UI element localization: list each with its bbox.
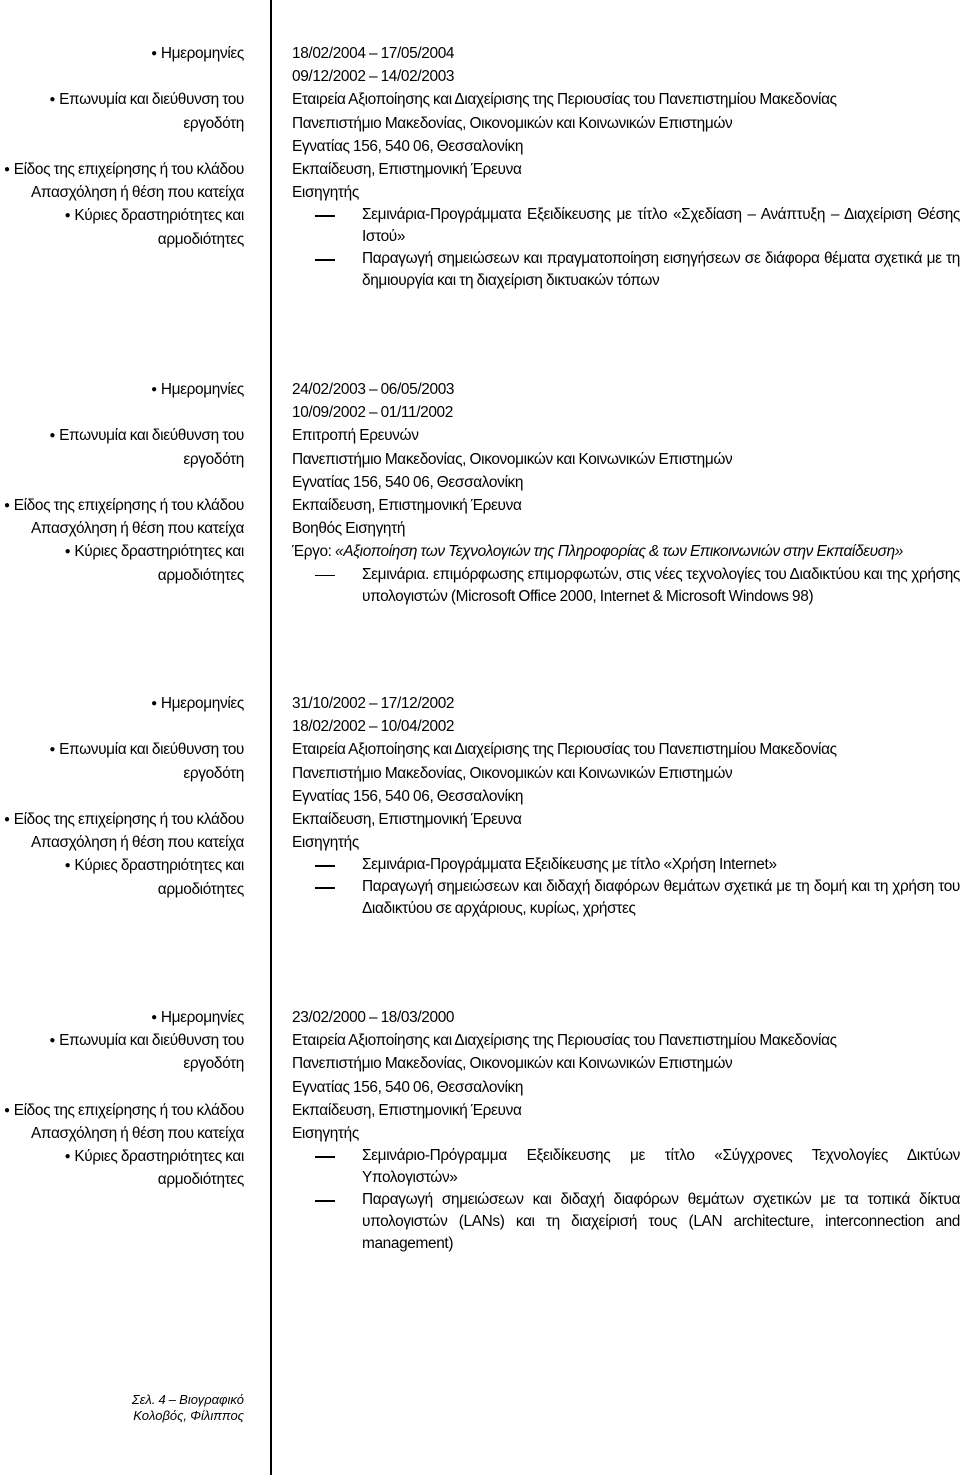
position-value: Εισηγητής <box>292 1125 359 1143</box>
sector-row <box>0 494 960 517</box>
position-label: Απασχόληση ή θέση που κατείχα <box>30 184 244 202</box>
bullet-icon: ● <box>3 500 10 512</box>
activity-item: Παραγωγή σημειώσεων και πραγματοποίηση εισηγήσεων σε διάφορα θέματα σχετικά με τη δημιουργία και τη διαχείριση δικτυακών τόπων <box>292 248 960 292</box>
employer-row <box>0 1029 960 1099</box>
activities-label: ● Κύριες δραστηριότητες και αρμοδιότητες <box>64 543 244 584</box>
employment-entry-3 <box>0 692 960 920</box>
dates-value: 24/02/2003 – 06/05/2003 10/09/2002 – 01/11/2002 <box>292 381 455 422</box>
position-value: Βοηθός Εισηγητή <box>292 520 406 538</box>
sector-label: ● Είδος της επιχείρησης ή του κλάδου <box>3 811 244 829</box>
sector-label: ● Είδος της επιχείρησης ή του κλάδου <box>3 1101 244 1119</box>
project-line: Έργο: «Αξιοποίηση των Τεχνολογιών της Πληροφορίας & των Επικοινωνιών στην Εκπαίδευση» <box>292 543 904 561</box>
position-row <box>0 831 960 854</box>
employer-row <box>0 738 960 808</box>
employer-value: Επιτροπή Ερευνών Πανεπιστήμιο Μακεδονίας, Οικονομικών και Κοινωνικών Επιστημών Εγνατίας 156, 540 06, Θεσσαλονίκη <box>292 427 733 491</box>
activities-label: ● Κύριες δραστηριότητες και αρμοδιότητες <box>64 1148 244 1189</box>
dates-row <box>0 42 960 88</box>
position-value: Εισηγητής <box>292 184 359 202</box>
bullet-icon: ● <box>3 164 10 176</box>
bullet-icon: ● <box>64 860 71 872</box>
activities-row <box>0 854 960 920</box>
bullet-icon: ● <box>3 1104 10 1116</box>
dates-row <box>0 378 960 424</box>
dates-label: ● Ημερομηνίες <box>151 1009 244 1026</box>
activities-value <box>292 854 960 920</box>
sector-value: Εκπαίδευση, Επιστημονική Έρευνα <box>292 161 522 179</box>
sector-value: Εκπαίδευση, Επιστημονική Έρευνα <box>292 497 522 515</box>
bullet-icon: ● <box>49 430 56 442</box>
employer-label: ● Επωνυμία και διεύθυνση του εργοδότη <box>49 1032 244 1073</box>
dates-label: ● Ημερομηνίες <box>151 381 244 398</box>
activity-item: Παραγωγή σημειώσεων και διδαχή διαφόρων θεμάτων σχετικών με τα τοπικά δίκτυα υπολογιστών (LANs) και τη διαχείρισή τους (LAN architecture, interconnection and management) <box>292 1189 960 1255</box>
activities-value <box>292 1145 960 1255</box>
bullet-icon: ● <box>49 1035 56 1047</box>
employer-label: ● Επωνυμία και διεύθυνση του εργοδότη <box>49 91 244 132</box>
employer-value: Εταιρεία Αξιοποίησης και Διαχείρισης της Περιουσίας του Πανεπιστημίου Μακεδονίας Πανεπιστήμιο Μακεδονίας, Οικονομικών και Κοινωνικών Επιστημών Εγνατίας 156, 540 06, Θεσσαλονίκη <box>292 1032 837 1096</box>
bullet-icon: ● <box>49 744 56 756</box>
dates-label: ● Ημερομηνίες <box>151 45 244 62</box>
employer-value: Εταιρεία Αξιοποίησης και Διαχείρισης της Περιουσίας του Πανεπιστημίου Μακεδονίας Πανεπιστήμιο Μακεδονίας, Οικονομικών και Κοινωνικών Επιστημών Εγνατίας 156, 540 06, Θεσσαλονίκη <box>292 741 837 805</box>
bullet-icon: ● <box>64 1151 71 1163</box>
sector-label: ● Είδος της επιχείρησης ή του κλάδου <box>3 161 244 179</box>
page-footer <box>0 1392 244 1424</box>
activities-label: ● Κύριες δραστηριότητες και αρμοδιότητες <box>64 857 244 898</box>
sector-row <box>0 158 960 181</box>
bullet-icon: ● <box>151 384 157 395</box>
position-value: Εισηγητής <box>292 834 359 852</box>
bullet-icon: ● <box>151 48 157 59</box>
position-row <box>0 517 960 540</box>
employment-entry-4 <box>0 1006 960 1255</box>
dates-value: 18/02/2004 – 17/05/2004 09/12/2002 – 14/02/2003 <box>292 45 455 86</box>
employer-label: ● Επωνυμία και διεύθυνση του εργοδότη <box>49 741 244 782</box>
sector-value: Εκπαίδευση, Επιστημονική Έρευνα <box>292 1101 522 1119</box>
activities-row <box>0 204 960 292</box>
activities-row <box>0 1145 960 1255</box>
sector-label: ● Είδος της επιχείρησης ή του κλάδου <box>3 497 244 515</box>
activity-item: Σεμινάριο-Πρόγραμμα Εξειδίκευσης με τίτλο «Σύγχρονες Τεχνολογίες Δικτύων Υπολογιστών» <box>292 1145 960 1189</box>
position-label: Απασχόληση ή θέση που κατείχα <box>30 520 244 538</box>
dates-value: 23/02/2000 – 18/03/2000 <box>292 1009 455 1026</box>
activities-value <box>292 540 960 607</box>
footer-page-info: Σελ. 4 – Βιογραφικό <box>131 1392 244 1407</box>
bullet-icon: ● <box>151 698 157 709</box>
project-title: «Αξιοποίηση των Τεχνολογιών της Πληροφορίας & των Επικοινωνιών στην Εκπαίδευση» <box>335 543 904 561</box>
position-row <box>0 1122 960 1145</box>
footer-author: Κολοβός, Φίλιππος <box>133 1408 244 1423</box>
activities-row <box>0 540 960 607</box>
employer-label: ● Επωνυμία και διεύθυνση του εργοδότη <box>49 427 244 468</box>
employer-value: Εταιρεία Αξιοποίησης και Διαχείρισης της Περιουσίας του Πανεπιστημίου Μακεδονίας Πανεπιστήμιο Μακεδονίας, Οικονομικών και Κοινωνικών Επιστημών Εγνατίας 156, 540 06, Θεσσαλονίκη <box>292 91 837 155</box>
dates-value: 31/10/2002 – 17/12/2002 18/02/2002 – 10/04/2002 <box>292 695 455 736</box>
employment-entry-1 <box>0 42 960 292</box>
activity-item: Σεμινάρια. επιμόρφωσης επιμορφωτών, στις νέες τεχνολογίες του Διαδικτύου και της χρήσης υπολογιστών (Microsoft Office 2000, Internet & Microsoft Windows 98) <box>292 564 960 608</box>
bullet-icon: ● <box>151 1012 157 1023</box>
activity-item: Παραγωγή σημειώσεων και διδαχή διαφόρων θεμάτων σχετικά με τη δομή και τη χρήση του Διαδικτύου σε αρχάριους, κυρίως, χρήστες <box>292 876 960 920</box>
dates-row <box>0 1006 960 1029</box>
employment-entry-2 <box>0 378 960 608</box>
position-label: Απασχόληση ή θέση που κατείχα <box>30 834 244 852</box>
bullet-icon: ● <box>64 546 71 558</box>
bullet-icon: ● <box>3 814 10 826</box>
dates-row <box>0 692 960 738</box>
employer-row <box>0 424 960 494</box>
position-row <box>0 181 960 204</box>
employer-row <box>0 88 960 158</box>
sector-row <box>0 1099 960 1122</box>
sector-value: Εκπαίδευση, Επιστημονική Έρευνα <box>292 811 522 829</box>
position-label: Απασχόληση ή θέση που κατείχα <box>30 1125 244 1143</box>
activity-item: Σεμινάρια-Προγράμματα Εξειδίκευσης με τίτλο «Χρήση Internet» <box>292 854 960 876</box>
dates-label: ● Ημερομηνίες <box>151 695 244 712</box>
bullet-icon: ● <box>64 210 71 222</box>
bullet-icon: ● <box>49 94 56 106</box>
sector-row <box>0 808 960 831</box>
activity-item: Σεμινάρια-Προγράμματα Εξειδίκευσης με τίτλο «Σχεδίαση – Ανάπτυξη – Διαχείριση Θέσης Ιστού» <box>292 204 960 248</box>
activities-value <box>292 204 960 292</box>
activities-label: ● Κύριες δραστηριότητες και αρμοδιότητες <box>64 207 244 248</box>
